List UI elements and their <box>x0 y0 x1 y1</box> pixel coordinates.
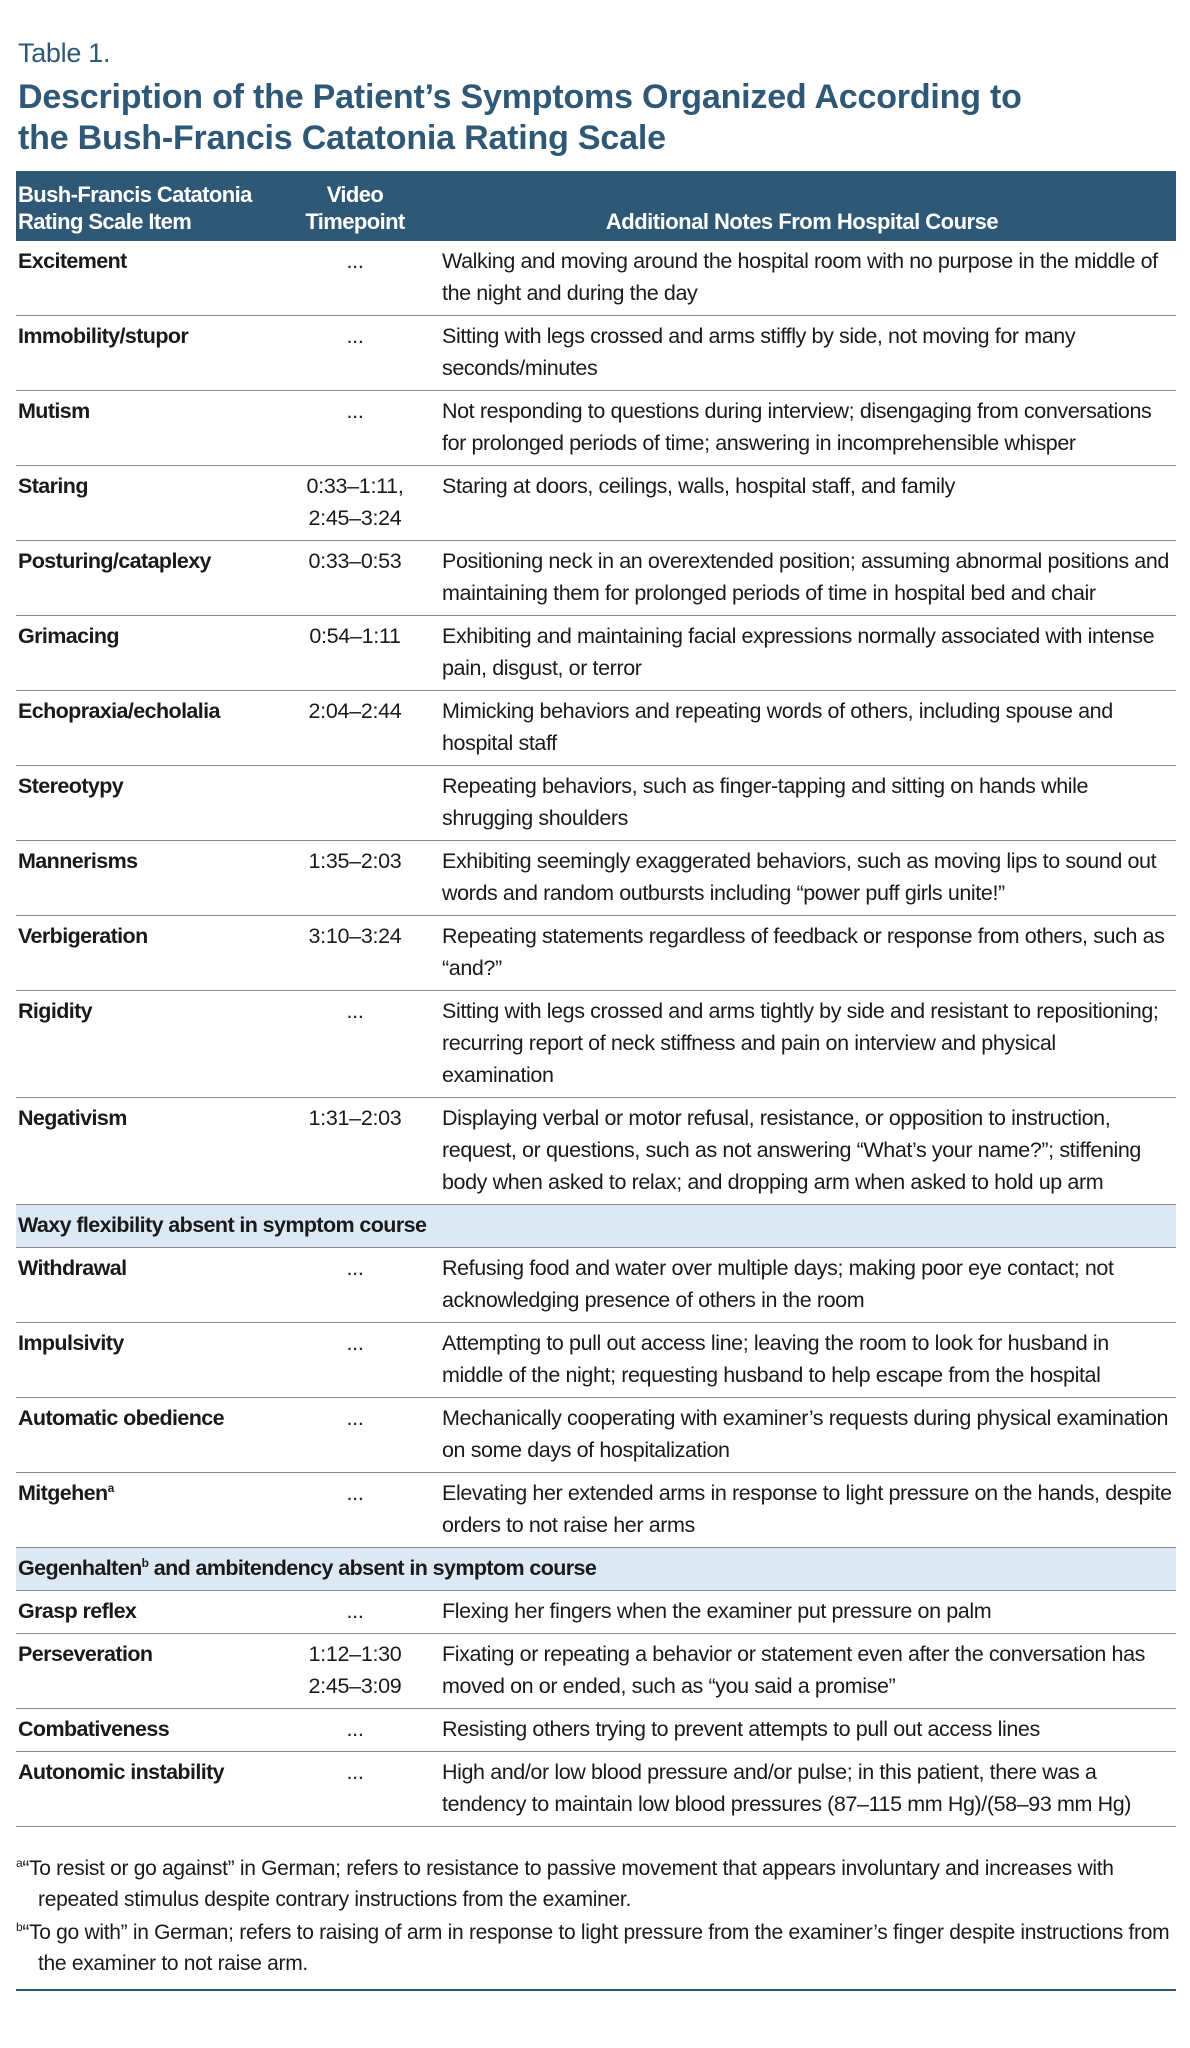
item-cell <box>16 1752 282 1827</box>
item-cell <box>16 1473 282 1548</box>
notes-cell: High and/or low blood pressure and/or pulse; in this patient, there was a tendency to maintain low blood pressures (87–115 mm Hg)/(58–93 mm Hg) <box>428 1752 1176 1827</box>
section-row <box>16 1205 1176 1248</box>
table-row <box>16 991 1176 1098</box>
item-cell <box>16 541 282 616</box>
notes-cell: Staring at doors, ceilings, walls, hospital staff, and family <box>428 466 1176 541</box>
table-row <box>16 316 1176 391</box>
footnote-mark: b <box>141 1555 149 1570</box>
item-cell <box>16 1634 282 1709</box>
timepoint-cell: ... <box>282 391 428 466</box>
table-row <box>16 1098 1176 1205</box>
item-cell <box>16 991 282 1098</box>
item-name: Mutism <box>18 399 90 423</box>
notes-cell: Walking and moving around the hospital room with no purpose in the middle of the night and during the day <box>428 241 1176 316</box>
footnote <box>16 1853 1176 1915</box>
notes-cell: Mechanically cooperating with examiner’s requests during physical examination on some days of hospitalization <box>428 1398 1176 1473</box>
notes-cell: Repeating statements regardless of feedback or response from others, such as “and?” <box>428 916 1176 991</box>
item-cell <box>16 241 282 316</box>
item-cell <box>16 691 282 766</box>
notes-cell: Fixating or repeating a behavior or statement even after the conversation has moved on or ended, such as “you said a promise” <box>428 1634 1176 1709</box>
timepoint-cell: 2:04–2:44 <box>282 691 428 766</box>
footnote-mark: a <box>16 1856 23 1870</box>
notes-cell: Attempting to pull out access line; leaving the room to look for husband in middle of the night; requesting husband to help escape from the hospital <box>428 1323 1176 1398</box>
item-cell <box>16 1248 282 1323</box>
table-row <box>16 1323 1176 1398</box>
item-name: Autonomic instability <box>18 1760 224 1784</box>
section-text: and ambitendency absent in symptom course <box>148 1556 597 1580</box>
table-label: Table 1. <box>18 38 111 68</box>
item-cell <box>16 1709 282 1752</box>
header-timepoint-line-2: Timepoint <box>305 209 405 234</box>
item-cell <box>16 1591 282 1634</box>
table-row <box>16 616 1176 691</box>
footnote-mark: a <box>107 1480 114 1495</box>
item-name: Verbigeration <box>18 924 148 948</box>
item-name: Staring <box>18 474 88 498</box>
header-item <box>16 171 282 241</box>
item-name: Grimacing <box>18 624 119 648</box>
timepoint-cell: 3:10–3:24 <box>282 916 428 991</box>
header-item-line-2: Rating Scale Item <box>18 209 192 234</box>
timepoint-cell: ... <box>282 316 428 391</box>
item-name: Excitement <box>18 249 127 273</box>
table-header <box>16 171 1176 241</box>
notes-cell: Positioning neck in an overextended position; assuming abnormal positions and maintaining them for prolonged periods of time in hospital bed and chair <box>428 541 1176 616</box>
item-name: Mitgehen <box>18 1481 108 1505</box>
notes-cell: Refusing food and water over multiple days; making poor eye contact; not acknowledging presence of others in the room <box>428 1248 1176 1323</box>
header-item-line-1: Bush-Francis Catatonia <box>18 182 252 207</box>
header-row <box>16 171 1176 241</box>
item-name: Posturing/cataplexy <box>18 549 211 573</box>
header-notes: Additional Notes From Hospital Course <box>428 171 1176 241</box>
item-cell <box>16 616 282 691</box>
table-row <box>16 1752 1176 1827</box>
footnotes <box>16 1853 1176 1979</box>
bottom-rule <box>16 1989 1176 1991</box>
timepoint-cell: ... <box>282 1323 428 1398</box>
notes-cell: Elevating her extended arms in response to light pressure on the hands, despite orders to not raise her arms <box>428 1473 1176 1548</box>
notes-cell: Exhibiting seemingly exaggerated behaviors, such as moving lips to sound out words and random outbursts including “power puff girls unite!” <box>428 841 1176 916</box>
section-heading <box>16 1205 1176 1248</box>
table-body <box>16 241 1176 1827</box>
table-title-line-2: the Bush-Francis Catatonia Rating Scale <box>18 119 666 157</box>
table-title-line-1: Description of the Patient’s Symptoms Organized According to <box>18 78 1022 116</box>
timepoint-cell <box>282 766 428 841</box>
table-row <box>16 541 1176 616</box>
item-cell <box>16 916 282 991</box>
item-name: Stereotypy <box>18 774 124 798</box>
timepoint-cell: ... <box>282 1248 428 1323</box>
item-name: Automatic obedience <box>18 1406 225 1430</box>
table-row <box>16 1634 1176 1709</box>
item-name: Negativism <box>18 1106 127 1130</box>
item-cell <box>16 1323 282 1398</box>
table-row <box>16 391 1176 466</box>
table-row <box>16 1398 1176 1473</box>
notes-cell: Sitting with legs crossed and arms stiffly by side, not moving for many seconds/minutes <box>428 316 1176 391</box>
item-cell <box>16 841 282 916</box>
item-cell <box>16 1398 282 1473</box>
item-name: Rigidity <box>18 999 93 1023</box>
notes-cell: Displaying verbal or motor refusal, resistance, or opposition to instruction, request, or questions, such as not answering “What’s your name?”; stiffening body when asked to relax; and dropping arm when asked to hold up arm <box>428 1098 1176 1205</box>
timepoint-cell: 0:33–0:53 <box>282 541 428 616</box>
item-cell <box>16 391 282 466</box>
timepoint-cell: ... <box>282 1752 428 1827</box>
timepoint-cell: 1:12–1:30 2:45–3:09 <box>282 1634 428 1709</box>
table-row <box>16 916 1176 991</box>
timepoint-cell: ... <box>282 991 428 1098</box>
header-timepoint <box>282 171 428 241</box>
section-text: Gegenhalten <box>18 1556 142 1580</box>
notes-cell: Repeating behaviors, such as finger-tapping and sitting on hands while shrugging shoulders <box>428 766 1176 841</box>
item-cell <box>16 1098 282 1205</box>
table-row <box>16 466 1176 541</box>
table-row <box>16 1248 1176 1323</box>
table-row <box>16 1709 1176 1752</box>
item-name: Combativeness <box>18 1717 170 1741</box>
timepoint-cell: 0:54–1:11 <box>282 616 428 691</box>
section-row <box>16 1548 1176 1591</box>
notes-cell: Exhibiting and maintaining facial expressions normally associated with intense pain, disgust, or terror <box>428 616 1176 691</box>
footnote-text: “To resist or go against” in German; refers to resistance to passive movement that appears involuntary and increases with repeated stimulus despite contrary instructions from the examiner. <box>22 1857 1114 1911</box>
notes-cell: Mimicking behaviors and repeating words of others, including spouse and hospital staff <box>428 691 1176 766</box>
item-cell <box>16 466 282 541</box>
section-text: Waxy flexibility absent in symptom course <box>18 1213 427 1237</box>
item-name: Perseveration <box>18 1642 153 1666</box>
timepoint-cell: ... <box>282 1398 428 1473</box>
table-row <box>16 691 1176 766</box>
notes-cell: Not responding to questions during interview; disengaging from conversations for prolonged periods of time; answering in incomprehensible whisper <box>428 391 1176 466</box>
item-name: Echopraxia/echolalia <box>18 699 220 723</box>
item-name: Immobility/stupor <box>18 324 189 348</box>
item-name: Grasp reflex <box>18 1599 137 1623</box>
table-row <box>16 766 1176 841</box>
header-timepoint-line-1: Video <box>326 182 384 207</box>
notes-cell: Flexing her fingers when the examiner put pressure on palm <box>428 1591 1176 1634</box>
section-heading <box>16 1548 1176 1591</box>
table-row <box>16 1473 1176 1548</box>
table-title <box>18 77 1176 159</box>
item-cell <box>16 316 282 391</box>
table-row <box>16 841 1176 916</box>
item-cell <box>16 766 282 841</box>
notes-cell: Sitting with legs crossed and arms tightly by side and resistant to repositioning; recurring report of neck stiffness and pain on interview and physical examination <box>428 991 1176 1098</box>
item-name: Mannerisms <box>18 849 138 873</box>
item-name: Withdrawal <box>18 1256 127 1280</box>
catatonia-table <box>16 171 1176 1827</box>
item-name: Impulsivity <box>18 1331 124 1355</box>
notes-cell: Resisting others trying to prevent attempts to pull out access lines <box>428 1709 1176 1752</box>
timepoint-cell: 1:35–2:03 <box>282 841 428 916</box>
footnote-mark: b <box>16 1920 23 1934</box>
timepoint-cell: 1:31–2:03 <box>282 1098 428 1205</box>
timepoint-cell: ... <box>282 1591 428 1634</box>
table-row <box>16 241 1176 316</box>
timepoint-cell: ... <box>282 1473 428 1548</box>
footnote <box>16 1917 1176 1979</box>
timepoint-cell: ... <box>282 1709 428 1752</box>
timepoint-cell: 0:33–1:11, 2:45–3:24 <box>282 466 428 541</box>
table-row <box>16 1591 1176 1634</box>
timepoint-cell: ... <box>282 241 428 316</box>
footnote-text: “To go with” in German; refers to raising of arm in response to light pressure from the examiner’s finger despite instructions from the examiner to not raise arm. <box>22 1921 1170 1975</box>
